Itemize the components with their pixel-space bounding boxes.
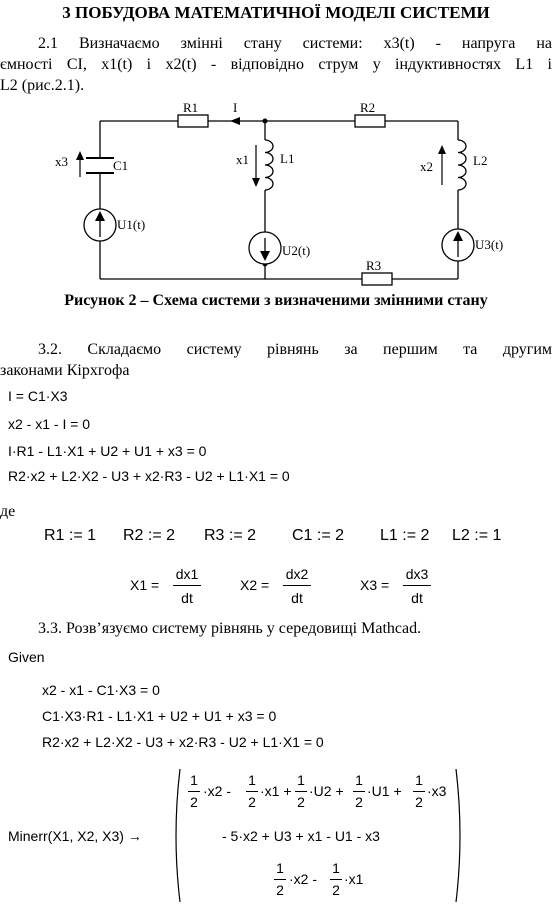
intro-line-2: ємності CI, x1(t) і x2(t) - відповідно струм у індуктивностях L1 і [0,56,552,73]
minerr-call: Minerr(X1, X2, X3) → [8,828,142,844]
label-u1: U1(t) [117,217,146,232]
label-x1: x1 [236,152,249,167]
fraction-bar [173,585,201,586]
intro-line-3: L2 (рис.2.1). [0,77,85,94]
equation-1: I = C1·X3 [8,388,68,404]
deriv-x2-den: dt [291,590,303,606]
param-r3: R3 := 2 [204,527,257,544]
label-r2: R2 [360,100,376,115]
param-l2: L2 := 1 [452,527,502,544]
deriv-x1-den: dt [181,590,193,606]
deriv-x1-lhs: X1 = [130,577,160,593]
frac-num: 1 [276,860,284,876]
label-l2: L2 [473,153,488,168]
fraction-bar [403,585,431,586]
given-equation-1: x2 - x1 - C1·X3 = 0 [42,682,160,698]
frac-den: 2 [297,794,305,810]
term-u1: ·U1 + [367,783,402,799]
frac-den: 2 [415,794,423,810]
inductor-l1 [265,140,273,190]
term-x3: ·x3 [427,783,447,799]
param-r2: R2 := 2 [123,527,176,544]
circuit-diagram [0,95,552,295]
resistor-r1 [178,115,208,127]
frac-den: 2 [355,794,363,810]
term-x1: ·x1 + [260,783,292,799]
fraction-bar [283,585,311,586]
given-equation-3: R2·x2 + L2·X2 - U3 + x2·R3 - U2 + L1·X1 = 0 [42,734,324,750]
frac-num: 1 [297,772,305,788]
frac-num: 1 [355,772,363,788]
frac-num: 1 [248,772,256,788]
fraction-bar [295,791,307,792]
resistor-r2 [355,115,385,127]
intro-line-1: 2.1 Визначаємо змінні стану системи: x3(t) - напруга на [38,35,552,52]
term-x2: ·x2 - [289,871,317,887]
param-c1: C1 := 2 [292,527,345,544]
deriv-x1-num: dx1 [175,566,199,582]
equation-2: x2 - x1 - I = 0 [8,416,91,432]
fraction-bar [353,791,365,792]
result-row-2: - 5·x2 + U3 + x1 - U1 - x3 [222,828,380,844]
solve-heading: 3.3. Розв’язуємо систему рівнянь у середовищі Mathcad. [38,620,422,637]
label-r3: R3 [366,258,382,273]
frac-den: 2 [248,794,256,810]
label-x3: x3 [55,154,68,169]
fraction-bar [330,879,342,880]
frac-num: 1 [332,860,340,876]
section-title: 3 ПОБУДОВА МАТЕМАТИЧНОЇ МОДЕЛІ СИСТЕМИ [62,3,490,22]
label-r1: R1 [183,100,199,115]
given-equation-2: C1·X3·R1 - L1·X1 + U2 + U1 + x3 = 0 [42,708,277,724]
term-x2: ·x2 - [203,783,231,799]
label-u3: U3(t) [475,237,504,252]
label-current-i: I [233,100,238,115]
frac-num: 1 [415,772,423,788]
label-l1: L1 [280,151,295,166]
resistor-r3 [362,273,392,285]
label-c1: C1 [113,158,129,173]
param-r1: R1 := 1 [44,527,97,544]
equation-3: I·R1 - L1·X1 + U2 + U1 + x3 = 0 [8,443,207,459]
term-u2: ·U2 + [309,783,344,799]
figure-caption: Рисунок 2 – Схема системи з визначеними змінними стану [64,292,488,309]
kirchhoff-line-2: законами Кірхгофа [0,362,130,379]
frac-den: 2 [332,882,340,898]
inductor-l2 [458,140,466,190]
deriv-x3-num: dx3 [405,566,429,582]
where-text: де [0,503,16,520]
deriv-x3-den: dt [411,590,423,606]
fraction-bar [246,791,258,792]
frac-num: 1 [190,772,198,788]
param-l1: L1 := 2 [380,527,430,544]
frac-den: 2 [190,794,198,810]
kirchhoff-line-1: 3.2. Складаємо систему рівнянь за першим та другим [38,341,552,358]
label-u2: U2(t) [282,243,311,258]
fraction-bar [274,879,286,880]
deriv-x3-lhs: X3 = [360,577,390,593]
given-keyword: Given [8,649,45,665]
term-x1: ·x1 [344,871,364,887]
frac-den: 2 [276,882,284,898]
fraction-bar [413,791,425,792]
label-x2: x2 [420,159,433,174]
deriv-x2-lhs: X2 = [240,577,270,593]
fraction-bar [188,791,200,792]
deriv-x2-num: dx2 [285,566,309,582]
equation-4: R2·x2 + L2·X2 - U3 + x2·R3 - U2 + L1·X1 = 0 [8,468,290,484]
